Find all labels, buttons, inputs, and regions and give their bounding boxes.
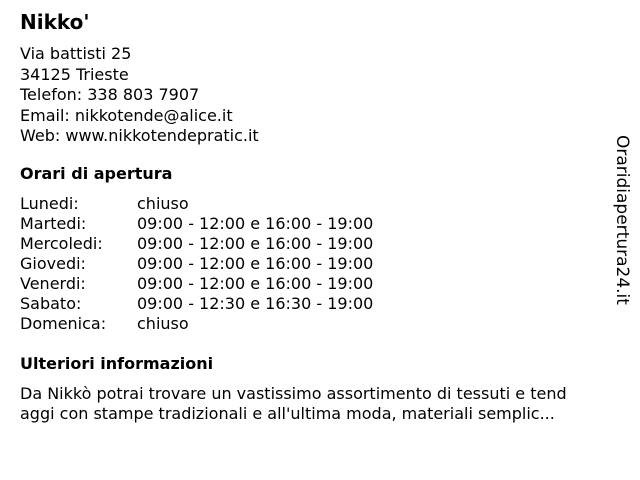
- day-label: Venerdi:: [20, 274, 86, 293]
- business-description: [20, 384, 616, 424]
- website-address: Web: www.nikkotendepratic.it: [20, 126, 259, 145]
- description-line-1: Da Nikkò potrai trovare un vastissimo assortimento di tessuti e tend: [20, 384, 567, 403]
- phone-number: Telefon: 338 803 7907: [20, 85, 200, 104]
- address-block: [20, 44, 259, 147]
- day-hours: 09:00 - 12:00 e 16:00 - 19:00: [137, 254, 374, 273]
- business-name: Nikko': [20, 10, 90, 34]
- day-hours: chiuso: [137, 194, 189, 213]
- opening-hours-heading: Orari di apertura: [20, 164, 173, 183]
- street-address: Via battisti 25: [20, 44, 132, 63]
- day-hours: 09:00 - 12:00 e 16:00 - 19:00: [137, 274, 374, 293]
- day-hours: chiuso: [137, 314, 189, 333]
- day-label: Sabato:: [20, 294, 82, 313]
- day-hours: 09:00 - 12:00 e 16:00 - 19:00: [137, 234, 374, 253]
- day-hours: 09:00 - 12:00 e 16:00 - 19:00: [137, 214, 374, 233]
- email-address: Email: nikkotende@alice.it: [20, 105, 233, 125]
- description-line-2: aggi con stampe tradizionali e all'ultima moda, materiali semplic...: [20, 404, 555, 423]
- day-label: Mercoledi:: [20, 234, 103, 253]
- day-hours: 09:00 - 12:30 e 16:30 - 19:00: [137, 294, 374, 313]
- city-postal-code: 34125 Trieste: [20, 64, 129, 84]
- day-label: Giovedi:: [20, 254, 86, 273]
- day-label: Lunedi:: [20, 194, 79, 213]
- more-info-heading: Ulteriori informazioni: [20, 354, 214, 373]
- day-label: Domenica:: [20, 314, 107, 333]
- day-label: Martedi:: [20, 214, 87, 233]
- site-watermark: Oraridiapertura24.it: [612, 135, 632, 305]
